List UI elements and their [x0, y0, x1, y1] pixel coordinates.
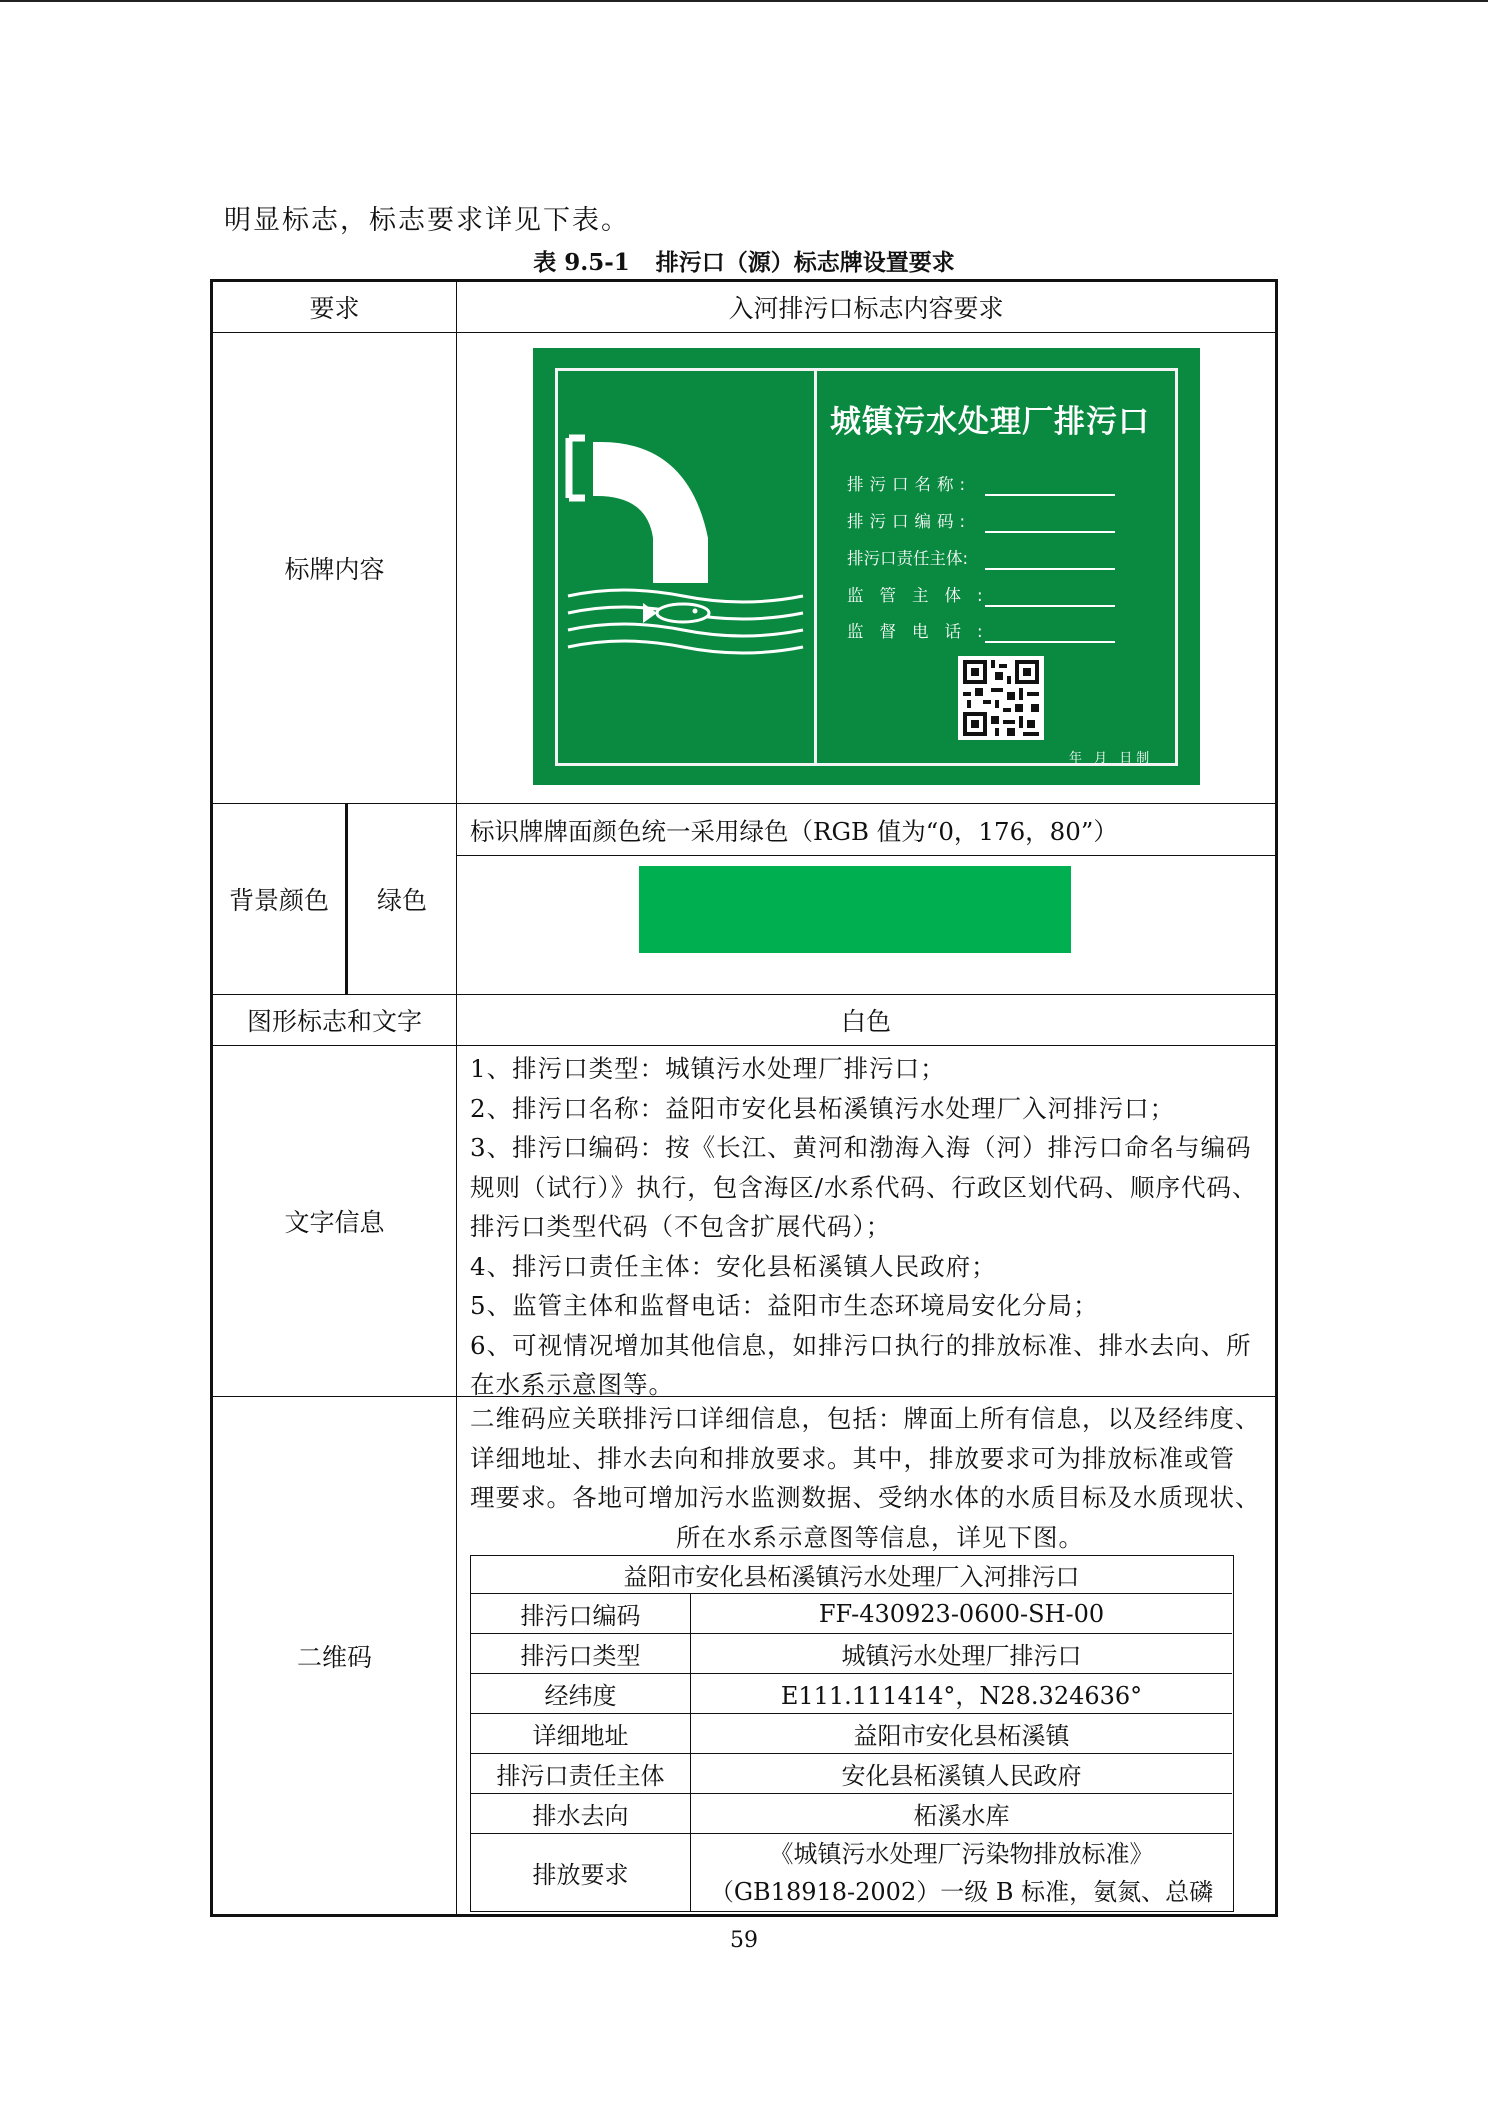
sign-field-line	[985, 531, 1115, 533]
table-row	[471, 1714, 1232, 1754]
sign-field-line	[985, 494, 1115, 496]
qr-description	[470, 1399, 1270, 1557]
text-info-line: 6、可视情况增加其他信息，如排污口执行的排放标准、排水去向、所	[470, 1330, 1252, 1360]
pipe-icon	[563, 428, 813, 738]
qr-description-line: 二维码应关联排污口详细信息，包括：牌面上所有信息，以及经纬度、	[470, 1404, 1261, 1433]
qr-info-key: 详细地址	[471, 1714, 691, 1753]
text-info-line: 规则（试行）》执行，包含海区/水系代码、行政区划代码、顺序代码、	[470, 1172, 1258, 1202]
text-info-line: 3、排污口编码：按《长江、黄河和渤海入海（河）排污口命名与编码	[470, 1133, 1252, 1162]
sign-field-name: 排污口名称:	[847, 475, 972, 494]
column-divider	[456, 282, 457, 1914]
qr-info-key: 排污口责任主体	[471, 1754, 691, 1793]
qr-description-line: 详细地址、排水去向和排放要求。其中，排放要求可为排放标准或管	[470, 1443, 1235, 1473]
green-color-swatch	[639, 866, 1071, 953]
sign-content-label: 标牌内容	[284, 555, 385, 584]
text-info-line: 4、排污口责任主体：安化县柘溪镇人民政府；	[470, 1251, 997, 1281]
table-row	[471, 1634, 1232, 1674]
table-row	[471, 1674, 1232, 1714]
sign-title: 城镇污水处理厂排污口	[830, 404, 1150, 440]
qr-info-key: 经纬度	[471, 1674, 691, 1713]
qr-info-title-row	[471, 1556, 1232, 1594]
table-row	[471, 1834, 1232, 1911]
fish-icon	[643, 603, 709, 623]
table-number: 表 9.5-1	[533, 249, 630, 276]
text-info-line: 2、排污口名称：益阳市安化县柘溪镇污水处理厂入河排污口；	[470, 1093, 1176, 1123]
text-info-line: 在水系示意图等。	[470, 1370, 674, 1399]
sign-field-supervisor: 监管主体:	[847, 586, 999, 605]
graphic-text-label: 图形标志和文字	[246, 1007, 422, 1036]
qr-info-table	[470, 1555, 1234, 1912]
table-row	[471, 1754, 1232, 1794]
text-info-line: 1、排污口类型：城镇污水处理厂排污口；	[470, 1054, 946, 1083]
page-number: 59	[730, 1928, 758, 1953]
table-row	[471, 1594, 1232, 1634]
qr-code-label: 二维码	[296, 1642, 372, 1672]
text-info-line: 5、监管主体和监督电话：益阳市生态环境局安化分局；	[470, 1291, 1099, 1320]
qr-info-value: FF-430923-0600-SH-00	[818, 1599, 1105, 1628]
text-info-label: 文字信息	[284, 1208, 385, 1237]
sign-field-line	[985, 605, 1115, 607]
qr-description-line: 理要求。各地可增加污水监测数据、受纳水体的水质目标及水质现状、	[470, 1483, 1261, 1512]
outfall-sign-image	[533, 348, 1200, 785]
qr-info-title: 益阳市安化县柘溪镇污水处理厂入河排污口	[623, 1563, 1080, 1591]
text-info-list	[470, 1049, 1258, 1405]
qr-description-line: 所在水系示意图等信息，详见下图。	[676, 1522, 1084, 1552]
emission-requirement-line: 《城镇污水处理厂污染物排放标准》	[769, 1839, 1154, 1868]
qr-info-key: 排水去向	[471, 1794, 691, 1833]
table-row	[471, 1794, 1232, 1834]
intro-paragraph: 明显标志，标志要求详见下表。	[224, 205, 630, 236]
qr-info-key: 排污口编码	[471, 1594, 691, 1633]
emission-requirement-line: （GB18918-2002）一级 B 标准，氨氮、总磷	[709, 1877, 1214, 1906]
qr-info-value: E111.111414°，N28.324636°	[780, 1682, 1143, 1710]
background-color-label: 背景颜色	[228, 886, 329, 915]
page-top-border	[0, 0, 1488, 2]
qr-info-value: 安化县柘溪镇人民政府	[841, 1762, 1082, 1790]
graphic-text-value: 白色	[840, 1007, 891, 1036]
sign-field-code: 排污口编码:	[847, 512, 972, 531]
qr-info-key: 排放要求	[471, 1834, 691, 1911]
sign-date: 年 月 日制	[1069, 751, 1154, 766]
qr-info-value: 益阳市安化县柘溪镇	[853, 1722, 1070, 1750]
qr-info-key: 排污口类型	[471, 1634, 691, 1673]
qr-code-icon	[958, 656, 1044, 740]
sign-field-line	[985, 568, 1115, 570]
sign-field-responsible: 排污口责任主体:	[847, 549, 969, 568]
qr-info-value	[691, 1834, 1232, 1911]
green-label: 绿色	[376, 886, 427, 915]
qr-info-value: 柘溪水库	[913, 1802, 1010, 1830]
text-info-line: 排污口类型代码（不包含扩展代码）；	[470, 1212, 892, 1241]
header-requirement: 要求	[309, 294, 360, 323]
sign-divider	[814, 368, 817, 766]
background-color-spec: 标识牌牌面颜色统一采用绿色（RGB 值为“0，176，80”）	[470, 816, 1118, 846]
qr-info-value: 城镇污水处理厂排污口	[841, 1642, 1082, 1670]
table-caption	[0, 244, 1488, 277]
header-content-requirement: 入河排污口标志内容要求	[728, 294, 1004, 323]
sign-field-phone: 监督电话:	[847, 622, 999, 641]
sign-field-line	[985, 641, 1115, 643]
table-title: 排污口（源）标志牌设置要求	[655, 249, 955, 276]
